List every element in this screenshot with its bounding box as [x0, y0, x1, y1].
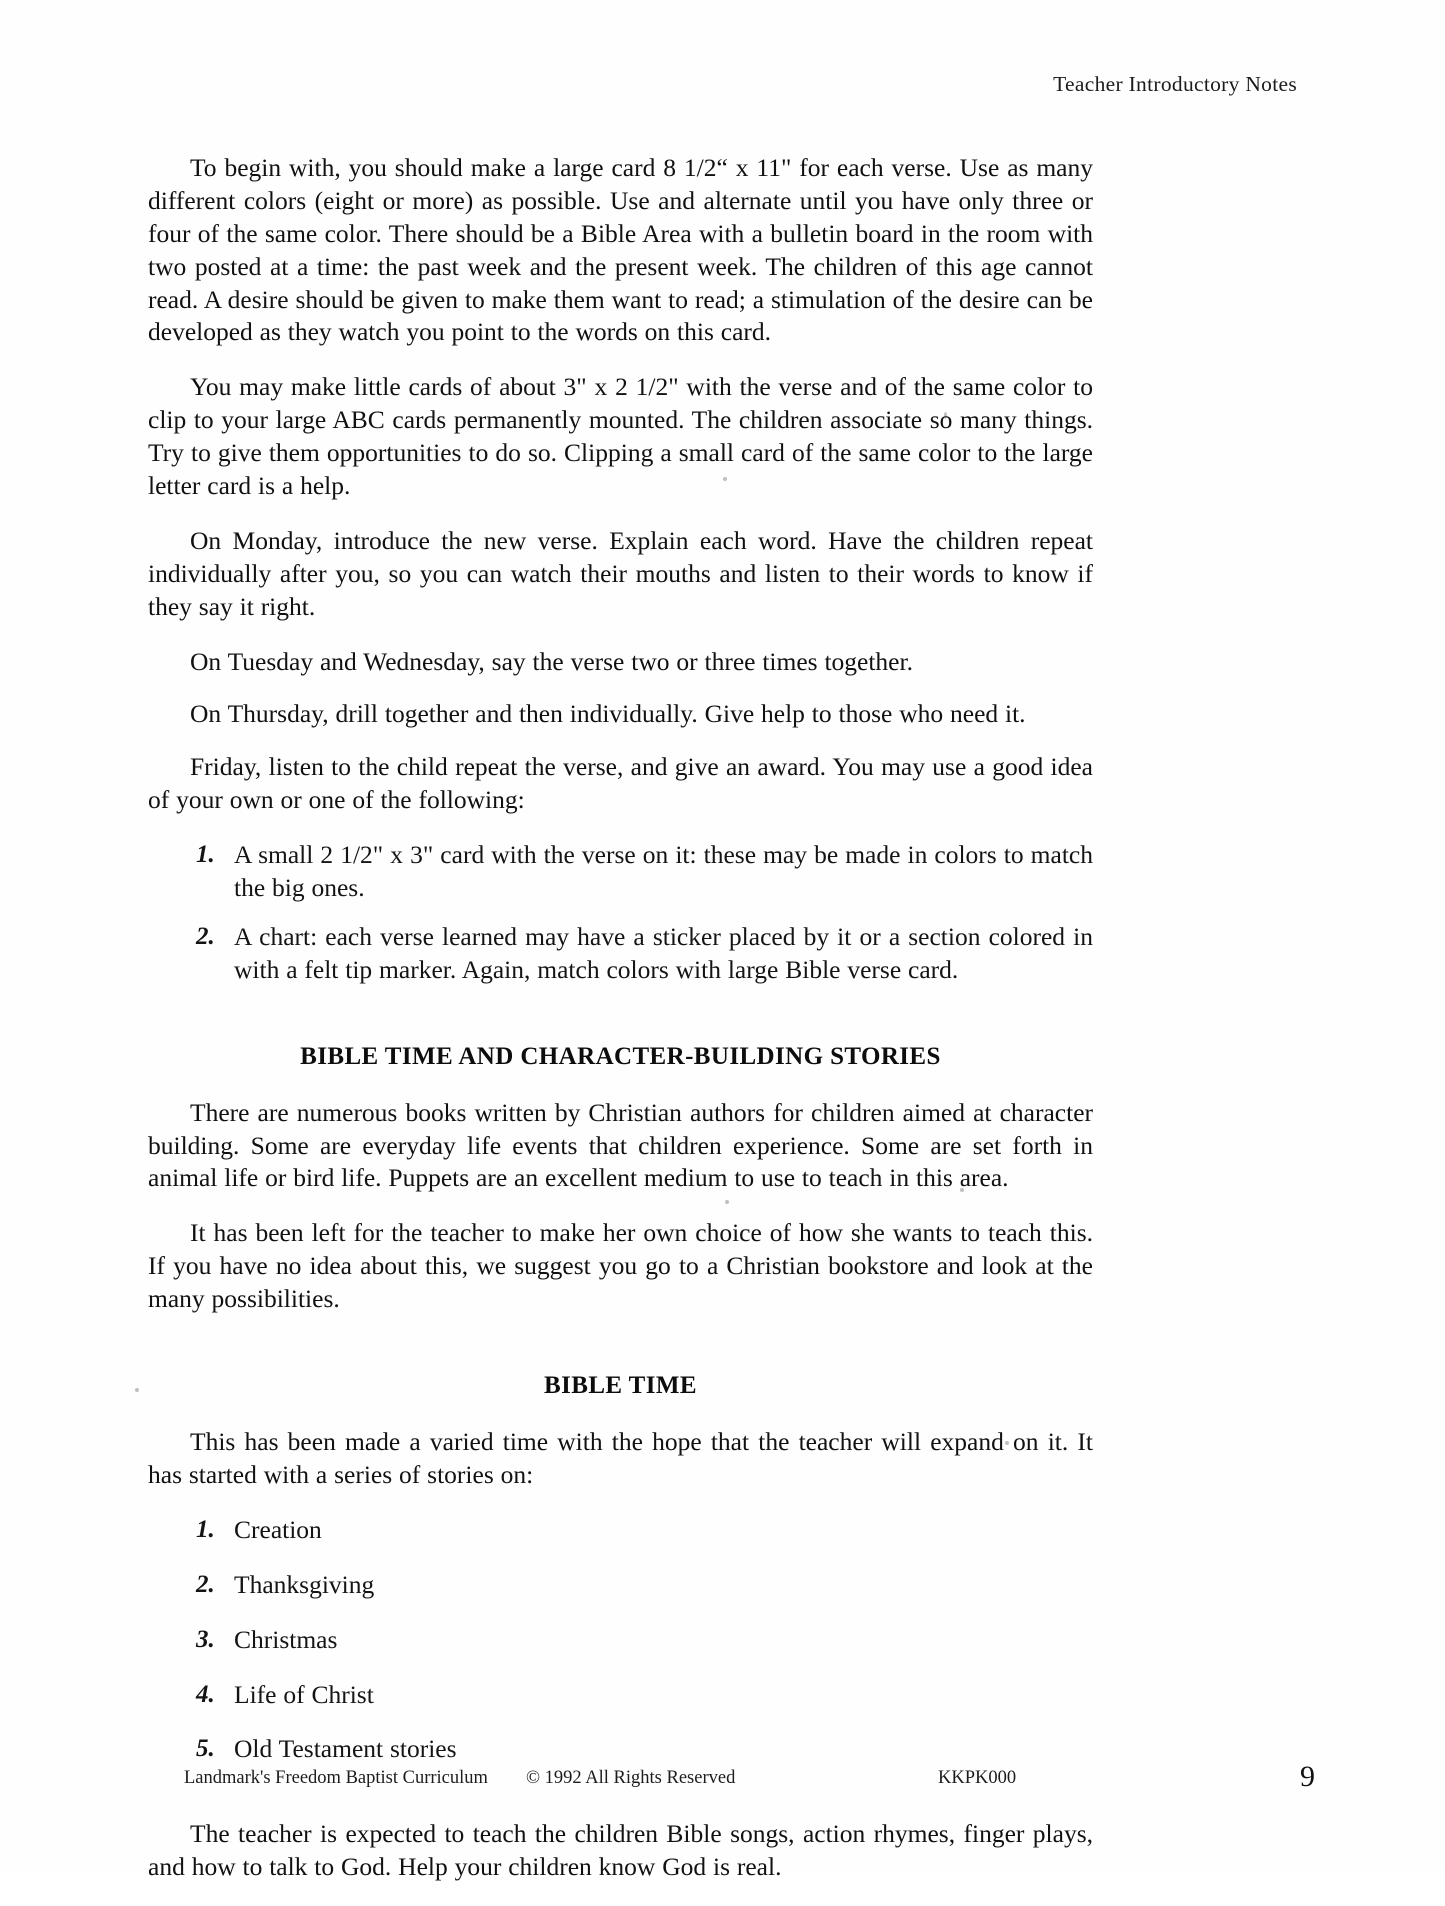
list-marker: 2.	[196, 922, 215, 950]
list-item-text: Christmas	[234, 1624, 338, 1654]
list-item-text: Thanksgiving	[234, 1569, 375, 1599]
list-marker: 2.	[196, 1570, 215, 1598]
award-options-list	[148, 839, 1093, 987]
footer-copyright: © 1992 All Rights Reserved	[526, 1768, 736, 1788]
scan-speckle	[135, 1388, 139, 1392]
list-item	[196, 1733, 1093, 1766]
paragraph-tuesday-wednesday: On Tuesday and Wednesday, say the verse two or three times together.	[190, 646, 913, 676]
list-marker: 4.	[196, 1680, 215, 1708]
footer-page-number: 9	[1300, 1760, 1315, 1793]
list-item	[196, 1624, 1093, 1657]
page-footer	[148, 1760, 1315, 1802]
paragraph-little-cards: You may make little cards of about 3" x 2 1/2" with the verse and of the same color to clip to your large ABC cards permanently mounted. The children associate so many things. Try to give them opportunities to do so. Clipping a small card of the same color to the large letter card is a help.	[148, 372, 1093, 501]
paragraph-closing: The teacher is expected to teach the children Bible songs, action rhymes, finger plays, and how to talk to God. Help your children know God is real.	[148, 1819, 1093, 1882]
list-marker: 5.	[196, 1735, 215, 1763]
list-item	[196, 1514, 1093, 1547]
paragraph-bible-time-intro: This has been made a varied time with the hope that the teacher will expand on it. It has started with a series of stories on:	[148, 1427, 1093, 1489]
paragraph-teacher-choice: It has been left for the teacher to make her own choice of how she wants to teach this. If you have no idea about this, we suggest you go to a Christian bookstore and look at the many possibilities.	[148, 1218, 1093, 1314]
heading-bible-time-character-building: BIBLE TIME AND CHARACTER-BUILDING STORIES	[300, 1042, 941, 1070]
list-item-text: A small 2 1/2" x 3" card with the verse on it: these may be made in colors to match the big ones.	[234, 840, 1093, 903]
list-marker: 1.	[196, 841, 215, 869]
list-item	[196, 1679, 1093, 1712]
list-item-text: Old Testament stories	[234, 1734, 457, 1764]
bible-time-story-list	[148, 1514, 1093, 1766]
paragraph-intro-cards: To begin with, you should make a large card 8 1/2“ x 11" for each verse. Use as many different colors (eight or more) as possible. Use and alternate until you have only three or four of the same color. There should be a Bible Area with a bulletin board in the room with two posted at a time: the past week and the present week. The children of this age cannot read. A desire should be given to make them want to read; a stimulation of the desire can be developed as they watch you point to the words on this card.	[148, 153, 1093, 347]
running-head: Teacher Introductory Notes	[1053, 72, 1297, 96]
list-item	[196, 921, 1093, 987]
footer-document-code: KKPK000	[938, 1768, 1017, 1788]
heading-bible-time: BIBLE TIME	[544, 1372, 697, 1400]
paragraph-character-books: There are numerous books written by Christian authors for children aimed at character building. Some are everyday life events that children experience. Some are set forth in animal life or bird life. Puppets are an excellent medium to use to teach in this area.	[148, 1097, 1093, 1193]
list-marker: 3.	[196, 1625, 215, 1653]
list-item-text: Life of Christ	[234, 1679, 374, 1709]
paragraph-friday: Friday, listen to the child repeat the verse, and give an award. You may use a good idea of your own or one of the following:	[148, 752, 1093, 815]
paragraph-monday: On Monday, introduce the new verse. Explain each word. Have the children repeat individually after you, so you can watch their mouths and listen to their words to know if they say it right.	[148, 525, 1093, 621]
list-item-text: Creation	[234, 1514, 322, 1544]
footer-publisher: Landmark's Freedom Baptist Curriculum	[184, 1768, 488, 1788]
paragraph-thursday: On Thursday, drill together and then individually. Give help to those who need it.	[190, 699, 1026, 729]
document-body	[148, 152, 1093, 1906]
list-item-text: A chart: each verse learned may have a sticker placed by it or a section colored in with a felt tip marker. Again, match colors with large Bible verse card.	[234, 921, 1093, 984]
list-item	[196, 1569, 1093, 1602]
list-marker: 1.	[196, 1515, 215, 1543]
list-item	[196, 839, 1093, 905]
